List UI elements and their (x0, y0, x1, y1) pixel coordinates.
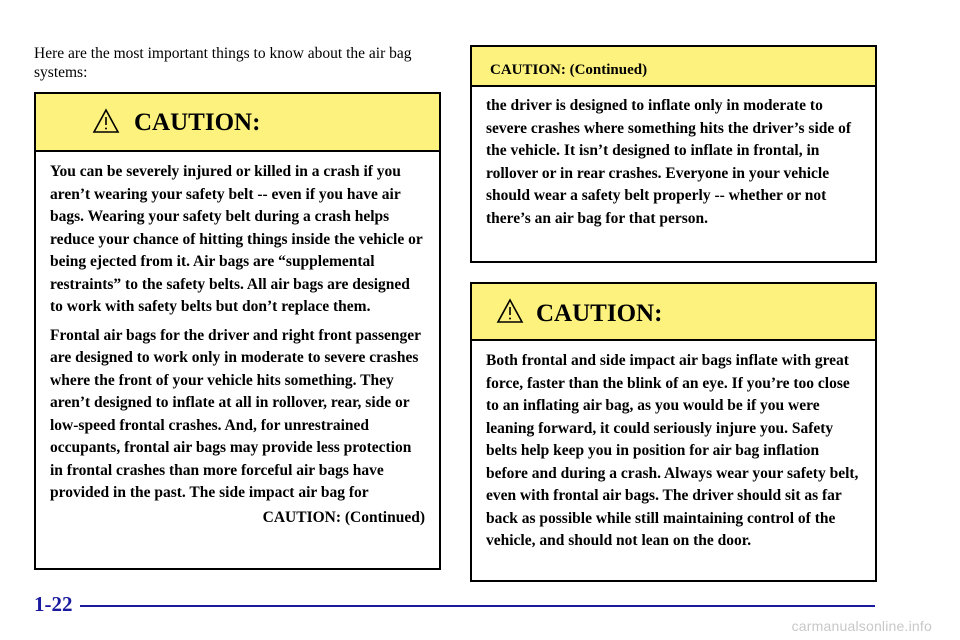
caution-paragraph: Both frontal and side impact air bags inflate with great force, faster than the blink of an eye. If you’re too close to an inflating air bag, as you would be if you were leaning forward, it could seriously injure you. Safety belts help keep you in position for air bag inflation before and during a crash. Always wear your safety belt, even with frontal air bags. The driver should sit as far back as possible while still maintaining control of the vehicle, and should not lean on the door. (486, 352, 859, 549)
caution-body (36, 152, 439, 529)
caution-box-right (470, 282, 877, 582)
intro-text: Here are the most important things to know about the air bag systems: (34, 45, 412, 81)
caution-paragraph: the driver is designed to inflate only in moderate to severe crashes where something hits the driver’s side of the vehicle. It isn’t designed to inflate in frontal, in rollover or in rear crashes. Everyone in your vehicle should wear a safety belt properly -- whether or not there’s an air bag for that person. (486, 97, 852, 227)
caution-paragraph: Frontal air bags for the driver and right front passenger are designed to work only in moderate to severe crashes where the front of your vehicle hits something. They aren’t designed to inflate at all in rollover, rear, side or low-speed frontal crashes. And, for unrestrained occupants, frontal air bags may provide less protection in frontal crashes than more forceful air bags have provided in the past. The side impact air bag for (50, 326, 421, 501)
caution-continued-title: CAUTION: (Continued) (490, 62, 648, 78)
warning-triangle-icon (496, 298, 524, 324)
caution-paragraph: You can be severely injured or killed in a crash if you aren’t wearing your safety belt -- even if you have air bags. Wearing your safety belt during a crash helps reduce your chance of hitting things inside the vehicle or being ejected from it. Air bags are “supplemental restraints” to the safety belts. All air bags are designed to work with safety belts but don’t replace them. (50, 163, 423, 315)
caution-header (472, 284, 875, 341)
caution-continued-body (472, 87, 875, 230)
warning-triangle-icon (92, 108, 120, 134)
caution-continued-header (472, 47, 875, 87)
caution-title: CAUTION: (536, 300, 663, 327)
caution-body (472, 341, 875, 553)
caution-header (36, 94, 439, 152)
caution-box-continued (470, 45, 877, 263)
watermark: carmanualsonline.info (791, 618, 932, 634)
caution-box-left (34, 92, 441, 570)
caution-continued-label: CAUTION: (Continued) (262, 508, 425, 526)
page-number: 1-22 (34, 592, 73, 616)
footer-rule (80, 605, 875, 607)
caution-title: CAUTION: (134, 109, 261, 136)
